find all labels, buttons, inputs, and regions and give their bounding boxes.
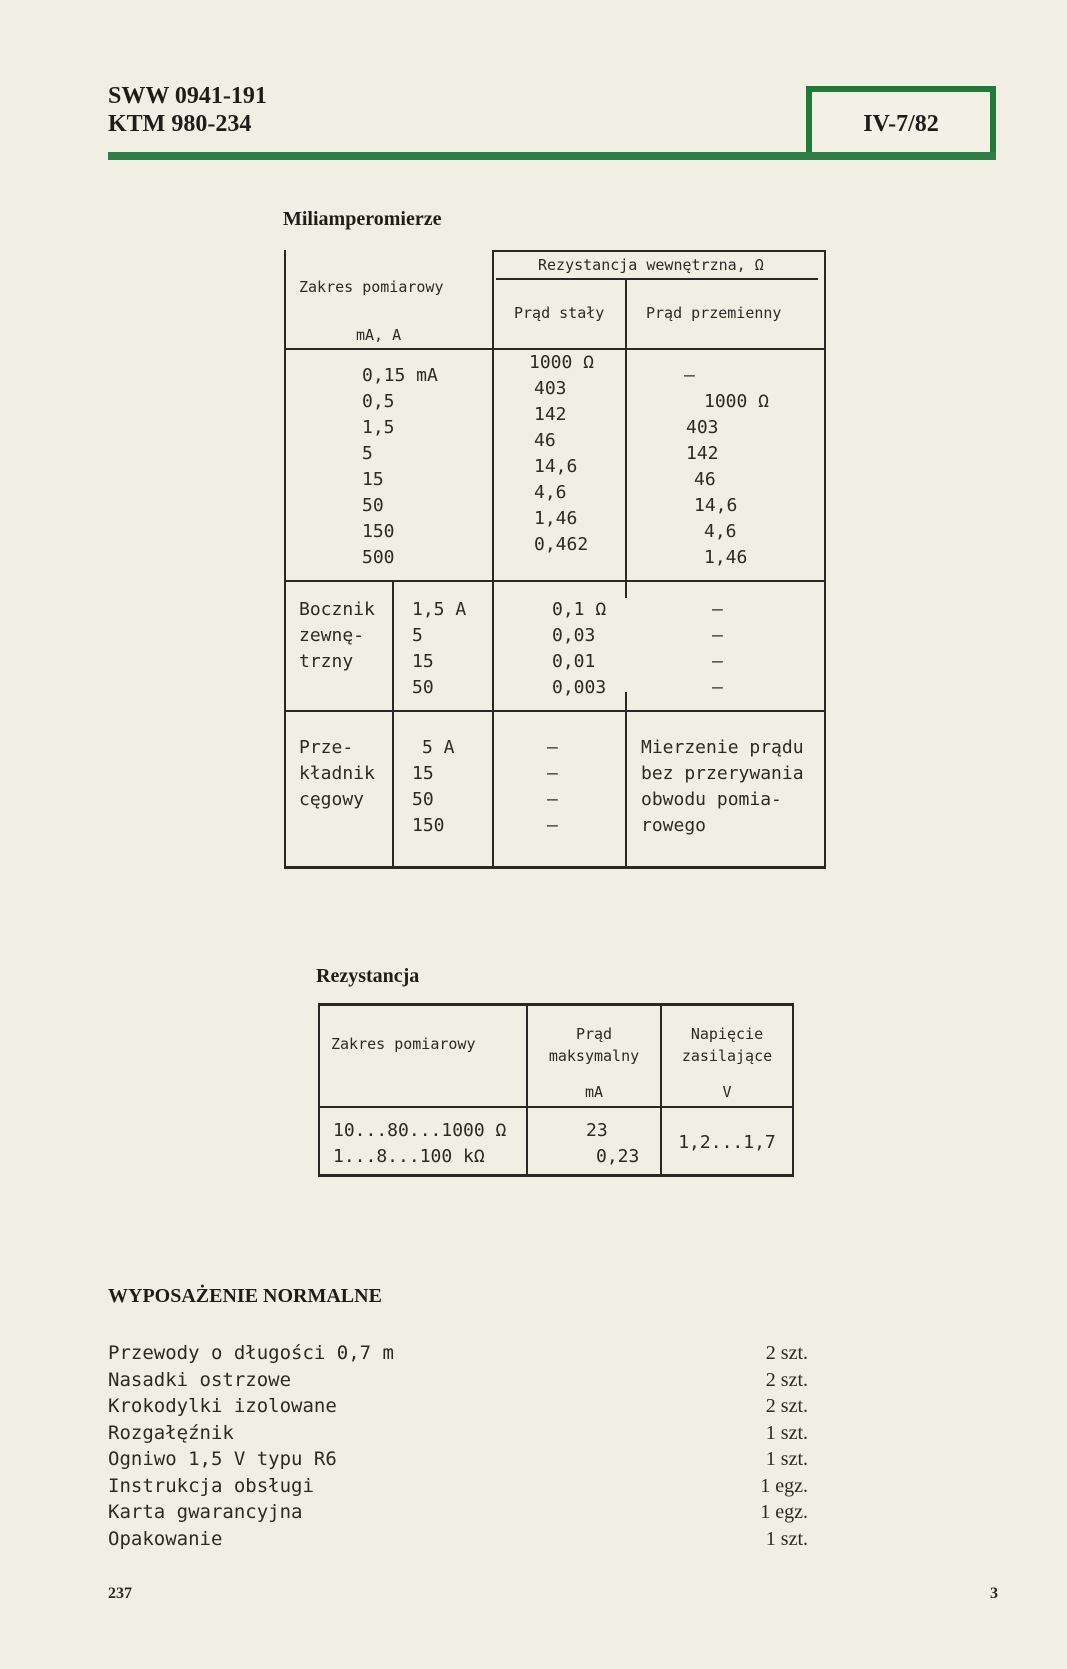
- item-name: Nasadki ostrzowe: [108, 1368, 292, 1391]
- res-section-title: Rezystancja: [316, 965, 420, 987]
- table-cell: —: [712, 599, 723, 620]
- table-cell: maksymalny: [548, 1047, 640, 1065]
- header-rule: [108, 152, 996, 160]
- ma-col-dc: Prąd stały: [514, 304, 605, 322]
- clamp-note: [641, 735, 804, 839]
- table-cell: 46: [694, 469, 716, 490]
- table-cell: 0,03: [552, 625, 596, 646]
- table-cell: —: [547, 737, 558, 758]
- ma-col-range-unit: mA, A: [356, 326, 402, 344]
- table-cell: 403: [686, 417, 719, 438]
- table-cell: 23: [586, 1120, 608, 1141]
- table-cell: 0,01: [552, 651, 596, 672]
- table-cell: —: [684, 365, 695, 386]
- table-cell: 142: [534, 404, 567, 425]
- item-qty: 1 szt.: [765, 1421, 808, 1444]
- item-name: Krokodylki izolowane: [108, 1395, 337, 1417]
- table-cell: 4,6: [534, 482, 567, 503]
- table-cell: 46: [534, 430, 556, 451]
- table-cell: 150: [412, 815, 445, 836]
- ma-rows1-dc: [529, 350, 594, 558]
- table-cell: 1,5: [362, 417, 395, 438]
- table-cell: Prze-: [299, 737, 354, 758]
- shunt-label: [299, 597, 375, 675]
- ma-table: [284, 250, 826, 870]
- item-qty: 1 szt.: [765, 1527, 808, 1550]
- table-cell: 15: [412, 651, 434, 672]
- table-cell: —: [547, 789, 558, 810]
- table-cell: 1000 Ω: [704, 391, 770, 412]
- table-cell: 50: [362, 495, 384, 516]
- table-cell: 1...8...100 kΩ: [333, 1146, 485, 1167]
- res-rows-range: [333, 1118, 506, 1170]
- ma-section-title: Miliamperomierze: [283, 208, 442, 230]
- list-item: [108, 1340, 808, 1367]
- list-item: [108, 1473, 808, 1500]
- table-cell: 50: [412, 789, 434, 810]
- item-name: Ogniwo 1,5 V typu R6: [108, 1448, 337, 1470]
- table-cell: cęgowy: [299, 789, 365, 810]
- page-badge: [806, 86, 996, 156]
- res-voltage: 1,2...1,7: [678, 1132, 776, 1153]
- item-name: Opakowanie: [108, 1527, 223, 1550]
- ma-col-range: Zakres pomiarowy: [299, 278, 444, 296]
- res-col-current-unit: mA: [584, 1083, 604, 1101]
- badge-label: IV-7/82: [863, 110, 939, 137]
- item-name: Instrukcja obsługi: [108, 1474, 314, 1497]
- table-cell: 1,5 A: [412, 599, 467, 620]
- table-cell: 15: [362, 469, 384, 490]
- table-cell: Bocznik: [299, 599, 375, 620]
- list-item: [108, 1499, 808, 1526]
- table-cell: 0,23: [596, 1146, 640, 1167]
- table-cell: 5 A: [422, 737, 455, 758]
- res-col-voltage: [662, 1023, 792, 1067]
- res-col-range: Zakres pomiarowy: [331, 1035, 476, 1053]
- table-cell: —: [547, 815, 558, 836]
- table-cell: 142: [686, 443, 719, 464]
- ma-col-ac: Prąd przemienny: [646, 304, 782, 322]
- table-cell: 14,6: [534, 456, 578, 477]
- list-item: [108, 1367, 808, 1394]
- ma-rows2-ac: [712, 597, 723, 701]
- ma-rows3-range: [412, 735, 455, 839]
- list-item: [108, 1526, 808, 1553]
- table-cell: 0,003: [552, 677, 607, 698]
- table-cell: trzny: [299, 651, 354, 672]
- table-cell: 1000 Ω: [529, 352, 595, 373]
- table-cell: 0,462: [534, 534, 589, 555]
- ma-rows1-ac: [684, 363, 769, 571]
- table-cell: 500: [362, 547, 395, 568]
- item-qty: 2 szt.: [765, 1342, 808, 1364]
- table-cell: 1,46: [534, 508, 578, 529]
- table-cell: 1,46: [704, 547, 748, 568]
- table-cell: 50: [412, 677, 434, 698]
- table-cell: —: [547, 763, 558, 784]
- table-cell: 150: [362, 521, 395, 542]
- table-cell: 10...80...1000 Ω: [333, 1120, 507, 1141]
- equipment-list: [108, 1340, 808, 1552]
- table-cell: —: [712, 625, 723, 646]
- res-col-current: [528, 1023, 660, 1067]
- catalog-codes: [108, 82, 267, 138]
- res-col-voltage-unit: V: [722, 1083, 732, 1101]
- sww-code: SWW 0941-191: [108, 83, 267, 109]
- table-cell: 5: [362, 443, 373, 464]
- table-cell: kładnik: [299, 763, 375, 784]
- table-cell: 0,15 mA: [362, 365, 438, 386]
- table-cell: 403: [534, 378, 567, 399]
- table-cell: Napięcie: [690, 1025, 764, 1043]
- item-name: Przewody o długości 0,7 m: [108, 1342, 394, 1364]
- list-item: [108, 1420, 808, 1447]
- ktm-code: KTM 980-234: [108, 111, 252, 137]
- item-name: Rozgałęźnik: [108, 1421, 234, 1444]
- table-cell: zasilające: [681, 1047, 773, 1065]
- footer-page-right: 3: [990, 1585, 998, 1602]
- item-qty: 2 szt.: [765, 1395, 808, 1417]
- item-qty: 1 egz.: [760, 1474, 808, 1497]
- table-cell: obwodu pomia-: [641, 789, 782, 810]
- footer-page-left: 237: [108, 1585, 132, 1602]
- clamp-label: [299, 735, 375, 813]
- ma-rows3-dc: [547, 735, 558, 839]
- res-table: [318, 1003, 794, 1177]
- list-item: [108, 1393, 808, 1420]
- table-cell: 5: [412, 625, 423, 646]
- ma-rows2-dc: [552, 597, 606, 701]
- table-cell: —: [712, 651, 723, 672]
- ma-rows2-range: [412, 597, 466, 701]
- list-item: [108, 1446, 808, 1473]
- equipment-title: WYPOSAŻENIE NORMALNE: [108, 1285, 382, 1307]
- table-cell: Mierzenie prądu: [641, 737, 804, 758]
- ma-rows1-range: [284, 363, 492, 571]
- table-cell: 15: [412, 763, 434, 784]
- item-qty: 1 egz.: [760, 1501, 808, 1523]
- table-cell: 0,1 Ω: [552, 599, 607, 620]
- item-qty: 2 szt.: [765, 1368, 808, 1391]
- table-cell: zewnę-: [299, 625, 365, 646]
- table-cell: 0,5: [362, 391, 395, 412]
- item-name: Karta gwarancyjna: [108, 1501, 303, 1523]
- table-cell: —: [712, 677, 723, 698]
- table-cell: bez przerywania: [641, 763, 804, 784]
- item-qty: 1 szt.: [765, 1448, 808, 1470]
- table-cell: Prąd: [575, 1025, 613, 1043]
- table-cell: 14,6: [694, 495, 738, 516]
- table-cell: rowego: [641, 815, 707, 836]
- table-cell: 4,6: [704, 521, 737, 542]
- res-rows-current: [568, 1118, 639, 1170]
- ma-col-resistance: Rezystancja wewnętrzna, Ω: [538, 256, 764, 274]
